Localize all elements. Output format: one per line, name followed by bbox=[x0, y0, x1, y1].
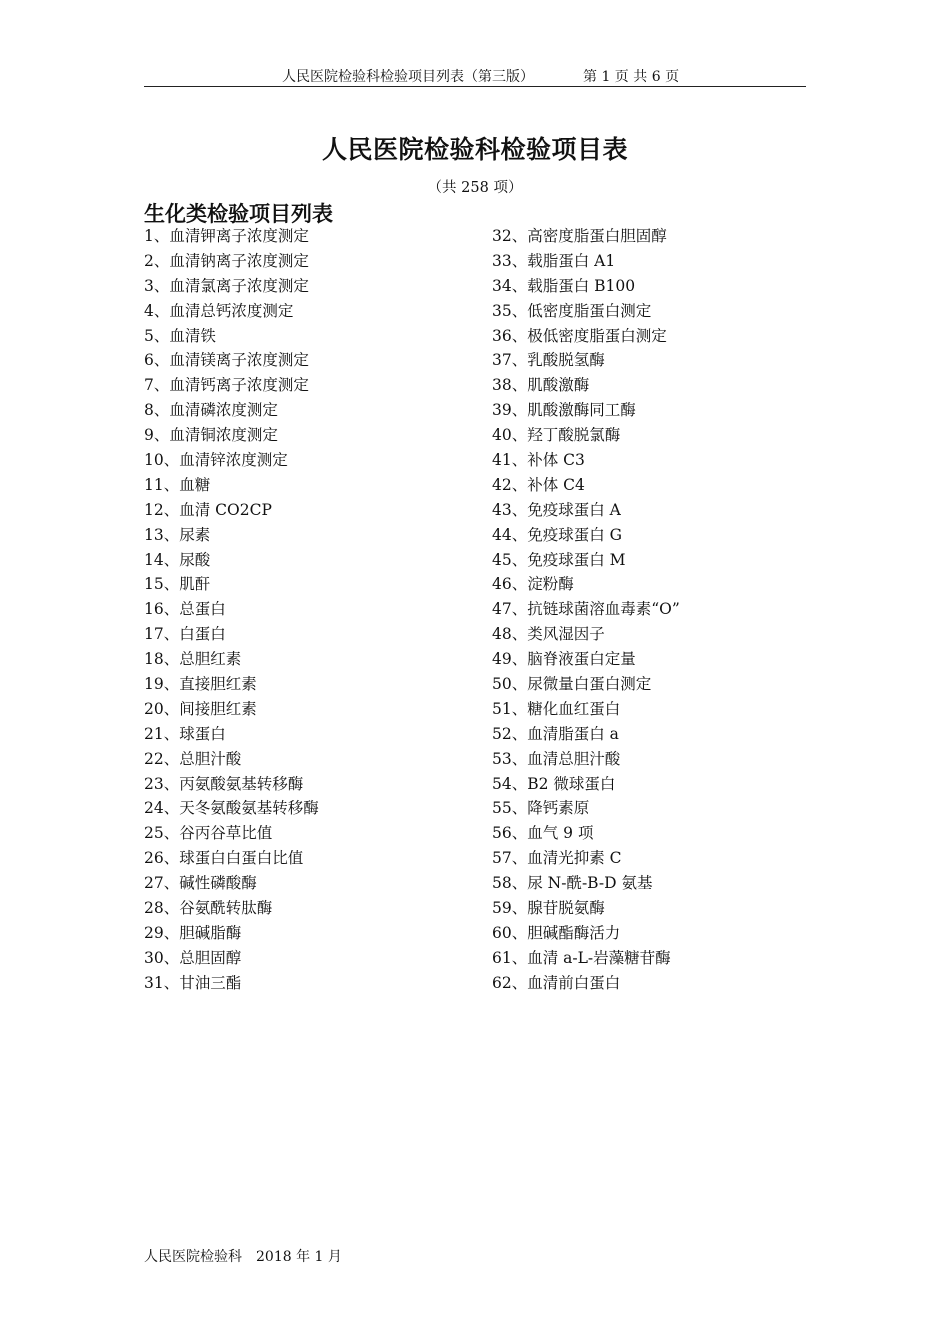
list-item: 24、天冬氨酸氨基转移酶 bbox=[144, 799, 319, 818]
list-item: 27、碱性磷酸酶 bbox=[144, 874, 257, 893]
page-header bbox=[144, 64, 806, 87]
list-item: 10、血清锌浓度测定 bbox=[144, 451, 288, 470]
list-item: 43、免疫球蛋白 A bbox=[492, 500, 621, 519]
list-item: 18、总胆红素 bbox=[144, 650, 242, 669]
list-item: 57、血清光抑素 C bbox=[492, 849, 622, 868]
list-item: 42、补体 C4 bbox=[492, 475, 585, 494]
list-item: 11、血糖 bbox=[144, 475, 211, 494]
list-item: 26、球蛋白白蛋白比值 bbox=[144, 849, 304, 868]
list-item: 17、白蛋白 bbox=[144, 625, 226, 644]
list-item: 4、血清总钙浓度测定 bbox=[144, 301, 294, 320]
page-footer: 人民医院检验科 2018 年 1 月 bbox=[144, 1249, 342, 1265]
list-item: 51、糖化血红蛋白 bbox=[492, 699, 621, 718]
list-item: 60、胆碱酯酶活力 bbox=[492, 923, 621, 942]
list-item: 15、肌酐 bbox=[144, 575, 211, 594]
list-item: 37、乳酸脱氢酶 bbox=[492, 351, 605, 370]
list-item: 58、尿 N-酰-B-D 氨基 bbox=[492, 874, 653, 893]
list-item: 28、谷氨酰转肽酶 bbox=[144, 899, 273, 918]
list-item: 39、肌酸激酶同工酶 bbox=[492, 401, 636, 420]
list-item: 52、血清脂蛋白 a bbox=[492, 724, 619, 743]
list-item: 40、羟丁酸脱氯酶 bbox=[492, 426, 621, 445]
list-item: 33、载脂蛋白 A1 bbox=[492, 251, 616, 270]
list-item: 19、直接胆红素 bbox=[144, 675, 257, 694]
item-count-subtitle: （共 258 项） bbox=[427, 180, 523, 196]
list-item: 34、载脂蛋白 B100 bbox=[492, 276, 636, 295]
header-document-title: 人民医院检验科检验项目列表（第三版） bbox=[282, 69, 534, 85]
list-item: 47、抗链球菌溶血毒素“O” bbox=[492, 600, 680, 619]
list-item: 46、淀粉酶 bbox=[492, 575, 574, 594]
list-item: 35、低密度脂蛋白测定 bbox=[492, 301, 652, 320]
list-item: 61、血清 a-L-岩藻糖苷酶 bbox=[492, 948, 671, 967]
list-item: 62、血清前白蛋白 bbox=[492, 973, 621, 992]
list-item: 16、总蛋白 bbox=[144, 600, 226, 619]
list-item: 54、B2 微球蛋白 bbox=[492, 774, 616, 793]
list-item: 3、血清氯离子浓度测定 bbox=[144, 276, 309, 295]
list-item: 41、补体 C3 bbox=[492, 451, 585, 470]
list-item: 14、尿酸 bbox=[144, 550, 211, 569]
list-item: 25、谷丙谷草比值 bbox=[144, 824, 273, 843]
list-item: 23、丙氨酸氨基转移酶 bbox=[144, 774, 304, 793]
list-item: 56、血气 9 项 bbox=[492, 824, 594, 843]
list-item: 31、甘油三酯 bbox=[144, 973, 242, 992]
list-item: 48、类风湿因子 bbox=[492, 625, 605, 644]
right-item-column bbox=[492, 224, 680, 996]
list-item: 20、间接胆红素 bbox=[144, 699, 257, 718]
list-item: 2、血清钠离子浓度测定 bbox=[144, 251, 309, 270]
header-page-number: 第 1 页 共 6 页 bbox=[583, 69, 680, 85]
list-item: 7、血清钙离子浓度测定 bbox=[144, 376, 309, 395]
page-title: 人民医院检验科检验项目表 bbox=[321, 135, 628, 164]
list-item: 22、总胆汁酸 bbox=[144, 749, 242, 768]
list-item: 59、腺苷脱氨酶 bbox=[492, 899, 605, 918]
list-item: 55、降钙素原 bbox=[492, 799, 590, 818]
list-item: 36、极低密度脂蛋白测定 bbox=[492, 326, 667, 345]
list-item: 1、血清钾离子浓度测定 bbox=[144, 227, 309, 245]
list-item: 29、胆碱脂酶 bbox=[144, 923, 242, 942]
list-item: 50、尿微量白蛋白测定 bbox=[492, 675, 652, 694]
list-item: 8、血清磷浓度测定 bbox=[144, 401, 278, 420]
list-item: 9、血清铜浓度测定 bbox=[144, 426, 278, 445]
left-item-column bbox=[144, 224, 319, 996]
list-item: 21、球蛋白 bbox=[144, 724, 226, 743]
section-title: 生化类检验项目列表 bbox=[144, 202, 333, 226]
list-item: 6、血清镁离子浓度测定 bbox=[144, 351, 309, 370]
list-item: 12、血清 CO2CP bbox=[144, 500, 272, 519]
list-item: 13、尿素 bbox=[144, 525, 211, 544]
list-item: 30、总胆固醇 bbox=[144, 948, 242, 967]
list-item: 38、肌酸激酶 bbox=[492, 376, 590, 395]
list-item: 45、免疫球蛋白 M bbox=[492, 550, 626, 569]
list-item: 5、血清铁 bbox=[144, 326, 216, 345]
list-item: 49、脑脊液蛋白定量 bbox=[492, 650, 636, 669]
list-item: 44、免疫球蛋白 G bbox=[492, 525, 623, 544]
list-item: 32、高密度脂蛋白胆固醇 bbox=[492, 227, 667, 245]
list-item: 53、血清总胆汁酸 bbox=[492, 749, 621, 768]
